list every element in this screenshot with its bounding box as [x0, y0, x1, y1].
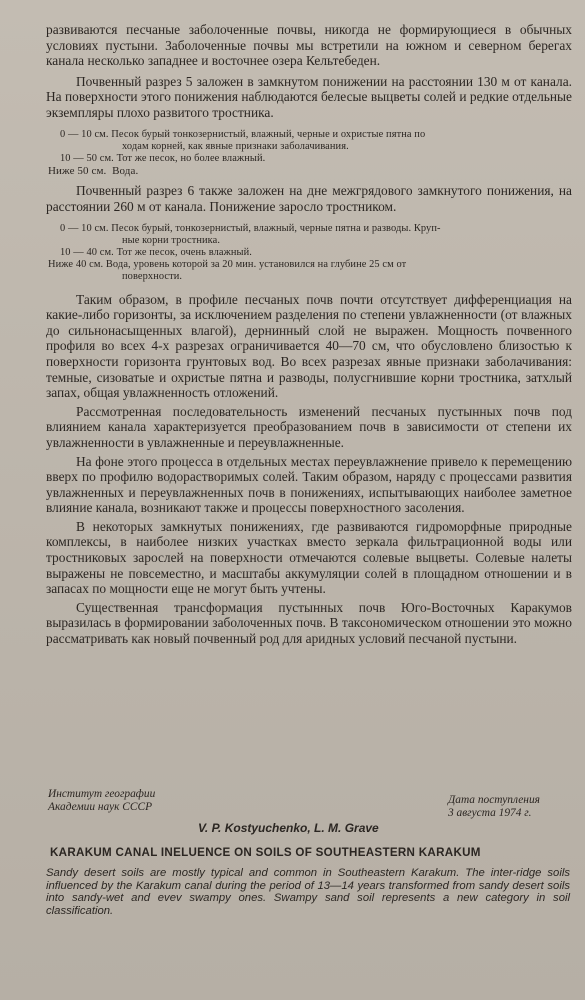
layer-description: Вода, уровень которой за 20 мин. установился на глубине 25 см от [105, 259, 407, 271]
paragraph-pit-5: Почвенный разрез 5 заложен в замкнутом понижении на расстоянии 130 м от канала. На поверхности этого понижения наблюдаются белесые выцветы солей и редкие отдельные экземпляры плохо развитого тростника. [46, 73, 572, 120]
layer-description-continued: поверхности. [122, 271, 183, 283]
institute-affiliation [48, 788, 155, 814]
layer-description-continued: ные корни тростника. [122, 234, 221, 246]
paragraph-conclusion-2: Рассмотренная последовательность изменений песчаных пустынных почв под влиянием канала характеризуется преобразованием почв в зависимости от степени их увлажненности в увлажненные и переувлажненные. [46, 403, 572, 450]
pit-5-layer [60, 129, 572, 141]
paragraph-conclusion-4: В некоторых замкнутых понижениях, где развиваются гидроморфные природные комплексы, в наиболее низких участках вместо зеркала фильтрационной воды или тростниковых зарослей на поверхности отмечаются солевые выцветы. Солевые налеты выражены не повсеместно, и масштабы аккумуляции солей в площадном отношении и в запасах по мощности еще не могут быть учтены. [46, 518, 572, 597]
authors: V. P. Kostyuchenko, L. M. Grave [198, 821, 379, 835]
received-date [448, 794, 540, 820]
main-text-column [46, 22, 572, 647]
paragraph-conclusion-1: Таким образом, в профиле песчаных почв почти отсутствует дифференциация на какие-либо горизонты, за исключением разделения по степени увлажненности (от влажных до сильнонасыщенных влагой), дернинный слой не выражен. Мощность почвенного профиля во всех 4-х разрезах ограничивается 40—70 см, что обусловлено близостью к поверхности горизонта грунтовых вод. Во всех разрезах явные признаки заболачивания: темные, сизоватые и охристые пятна и разводы, полусгнившие корни тростника, затхлый запах, общая увлажненность отложений. [46, 291, 572, 401]
english-abstract: Sandy desert soils are mostly typical and common in Southeastern Karakum. The inter-ridge soils influenced by the Karakum canal during the period of 13—14 years transformed from sandy desert soils into sandy-wet and evev swampy ones. Swampy sand soil represents a new category in soil classification. [46, 867, 570, 917]
layer-description: Вода. [112, 165, 139, 178]
institute-line: Академии наук СССР [48, 801, 153, 813]
institute-line: Институт географии [48, 788, 156, 800]
layer-depth: Ниже 50 см. [48, 165, 107, 178]
pit-6-layer [48, 259, 572, 271]
layer-depth: 0 — 10 см. [60, 128, 109, 140]
layer-depth: 10 — 40 см. [60, 246, 114, 258]
pit-5-layer [60, 153, 572, 165]
pit-6-layer [60, 247, 572, 259]
english-title: KARAKUM CANAL INELUENCE ON SOILS OF SOUTHEASTERN KARAKUM [50, 846, 481, 859]
layer-depth: Ниже 40 см. [48, 259, 104, 271]
layer-depth: 0 — 10 см. [60, 222, 109, 234]
received-value: 3 августа 1974 г. [448, 807, 532, 819]
layer-description: Тот же песок, очень влажный. [116, 246, 252, 258]
paragraph-pit-6: Почвенный разрез 6 также заложен на дне межгрядового замкнутого понижения, на расстоянии 260 м от канала. Понижение заросло тростником. [46, 183, 572, 214]
paragraph-conclusion-5: Существенная трансформация пустынных почв Юго-Восточных Каракумов выразилась в формировании заболоченных почв. В таксономическом отношении это можно рассматривать как новый почвенный род для аридных условий песчаной пустыни. [46, 599, 572, 647]
layer-depth: 10 — 50 см. [60, 152, 114, 164]
layer-description: Песок бурый, тонкозернистый, влажный, черные пятна и разводы. Круп- [111, 222, 441, 234]
pit-5-description [60, 129, 572, 166]
pit-6-layer [60, 223, 572, 235]
pit-5-water [48, 165, 572, 177]
received-label: Дата поступления [448, 794, 540, 806]
pit-6-water [48, 259, 572, 283]
paragraph-conclusion-3: На фоне этого процесса в отдельных местах переувлажнение привело к перемещению вверх по профилю водорастворимых солей. Таким образом, наряду с процессами развития увлажненных и переувлажненных почв в понижениях, испытывающих наиболее заметное влияние канала, возникают также и процессы поверхностного засоления. [46, 453, 572, 516]
layer-description: Тот же песок, но более влажный. [116, 152, 266, 164]
layer-description: Песок бурый тонкозернистый, влажный, черные и охристые пятна по [111, 128, 426, 140]
layer-description-continued: ходам корней, как явные признаки заболачивания. [122, 140, 349, 152]
paragraph-intro: развиваются песчаные заболоченные почвы, никогда не формирующиеся в обычных условиях пустыни. Заболоченные почвы мы встретили на южном и северном берегах канала несколько западнее и восточнее озера Кельтебеден. [46, 22, 572, 69]
pit-6-description [60, 223, 572, 260]
